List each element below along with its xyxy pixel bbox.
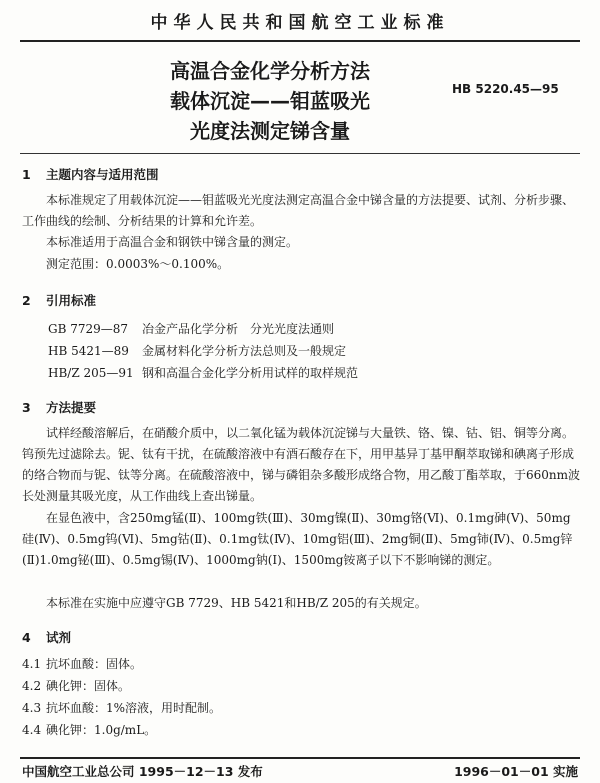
- reagent-text: 碘化钾：固体。: [46, 679, 131, 693]
- section-1-paragraph-1: 本标准规定了用载体沉淀——钼蓝吸光光度法测定高温合金中锑含量的方法提要、试剂、分析步骤、工作曲线的绘制、分析结果的计算和允许差。: [22, 193, 575, 228]
- reagent-item: [22, 677, 130, 694]
- section-3-heading: [22, 398, 96, 416]
- reference-name: 金属材料化学分析方法总则及一般规定: [142, 344, 347, 358]
- reagent-item: [22, 655, 142, 672]
- section-1-paragraph-2: 本标准适用于高温合金和钢铁中锑含量的测定。: [46, 235, 299, 249]
- section-3-paragraph-3: 本标准在实施中应遵守GB 7729、HB 5421和HB/Z 205的有关规定。: [46, 596, 427, 610]
- section-1-heading: [22, 165, 159, 183]
- top-rule: [20, 40, 580, 42]
- reagent-text: 抗坏血酸：1%溶液，用时配制。: [46, 701, 222, 715]
- section-number: 1: [22, 167, 31, 182]
- title-divider: [20, 153, 580, 154]
- title-line-3: 光度法测定锑含量: [190, 119, 350, 143]
- reagent-item: [22, 699, 221, 716]
- reagent-number: 4.1: [22, 657, 42, 671]
- reagent-text: 碘化钾：1.0g/mL。: [46, 723, 157, 737]
- reference-item: [48, 342, 346, 359]
- bottom-rule: [20, 757, 580, 759]
- section-3-paragraph-2: 在显色液中，含250mg锰(Ⅱ)、100mg铁(Ⅲ)、30mg镍(Ⅱ)、30mg铬(Ⅵ)、0.1mg砷(Ⅴ)、50mg硅(Ⅳ)、0.5mg钨(Ⅵ)、5mg钴(Ⅱ)、0.1mg钛(Ⅳ)、10mg铝(Ⅲ)、2mg铜(Ⅱ)、5mg铈(Ⅳ)、0.5mg锌(Ⅱ)1.0mg铋(Ⅲ)、0.5mg锡(Ⅳ)、1000mg钠(Ⅰ)、1500mg铵离子以下不影响锑的测定。: [22, 511, 573, 567]
- standard-number: HB 5220.45—95: [452, 82, 559, 96]
- reference-item: [48, 320, 334, 337]
- reference-item: [48, 364, 358, 381]
- section-title: 引用标准: [46, 293, 97, 308]
- section-3-paragraph-1: 试样经酸溶解后，在硝酸介质中，以二氧化锰为载体沉淀锑与大量铁、铬、镍、钴、铝、铜等分离。钨预先过滤除去。铌、钛有干扰，在硫酸溶液中有酒石酸存在下，用甲基异丁基甲酮萃取锑和碘离子形成的络合物而与铌、钛等分离。在硫酸溶液中，锑与磷钼杂多酸形成络合物，用乙酸丁酯萃取，于660nm波长处测量其吸光度，从工作曲线上查出锑量。: [22, 426, 581, 503]
- reagent-item: [22, 721, 156, 738]
- reagent-number: 4.2: [22, 679, 42, 693]
- title-line-2: 载体沉淀——钼蓝吸光: [170, 89, 370, 113]
- section-number: 4: [22, 630, 31, 645]
- reagent-text: 抗坏血酸：固体。: [46, 657, 143, 671]
- reference-name: 冶金产品化学分析 分光光度法通则: [142, 322, 335, 336]
- reagent-number: 4.4: [22, 723, 42, 737]
- title-line-1: 高温合金化学分析方法: [170, 59, 370, 83]
- document-title: [120, 56, 420, 146]
- reference-code: HB/Z 205—91: [48, 366, 134, 380]
- section-number: 3: [22, 400, 31, 415]
- reference-code: HB 5421—89: [48, 344, 129, 358]
- reference-code: GB 7729—87: [48, 322, 129, 336]
- effective-date: 1996－01－01 实施: [454, 764, 578, 779]
- section-title: 试剂: [46, 630, 72, 645]
- section-2-heading: [22, 291, 96, 309]
- standard-type-header: 中华人民共和国航空工业标准: [150, 13, 450, 33]
- section-title: 主题内容与适用范围: [46, 167, 159, 182]
- section-number: 2: [22, 293, 31, 308]
- reference-name: 钢和高温合金化学分析用试样的取样规范: [142, 366, 359, 380]
- section-4-heading: [22, 628, 71, 646]
- reagent-number: 4.3: [22, 701, 42, 715]
- issue-info: 中国航空工业总公司 1995－12－13 发布: [22, 764, 263, 779]
- section-1-paragraph-3: 测定范围：0.0003%～0.100%。: [46, 257, 230, 271]
- section-title: 方法提要: [46, 400, 97, 415]
